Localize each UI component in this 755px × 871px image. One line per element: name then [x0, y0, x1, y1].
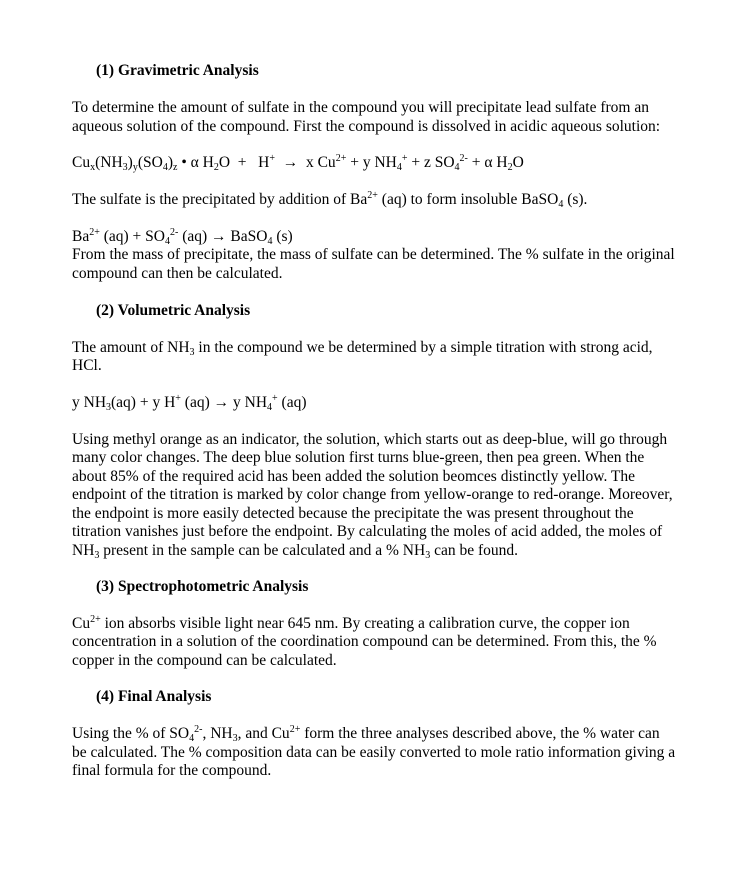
paragraph-line: final formula for the compound. [72, 762, 272, 779]
paragraph-line: HCl. [72, 357, 102, 374]
paragraph-line: The amount of $NH_3$ in the compound we be determined by a simple titration with strong acid, [72, 339, 653, 358]
paragraph-line: titration vanishes just before the endpoint. By calculating the moles of acid added, the moles of [72, 523, 663, 540]
paragraph-line: aqueous solution of the compound. First the compound is dissolved in acidic aqueous solution: [72, 118, 661, 135]
paragraph-line: From the mass of precipitate, the mass of sulfate can be determined. The % sulfate in the original [72, 246, 675, 263]
paragraph-line: The sulfate is the precipitated by addition of $Ba^{2+}$ (aq) to form insoluble BaSO$_4$ (s). [72, 190, 588, 210]
section-heading-gravimetric: (1) Gravimetric Analysis [96, 62, 259, 79]
section-heading-spectrophotometric: (3) Spectrophotometric Analysis [96, 578, 309, 595]
section-heading-final: (4) Final Analysis [96, 688, 212, 705]
paragraph-line: $NH_3$ present in the sample can be calculated and a % $NH_3$ can be found. [72, 542, 518, 561]
paragraph-line: $Cu^{2+}$ ion absorbs visible light near 645 nm. By creating a calibration curve, the copper ion [72, 614, 630, 632]
paragraph-line: To determine the amount of sulfate in the compound you will precipitate lead sulfate from an [72, 99, 649, 116]
precipitation-equation: $Ba^{2+}$ $(aq) + SO_4^{2-}$ (aq) → BaSO$_4$ (s) [72, 227, 293, 247]
paragraph-line: concentration in a solution of the coordination compound can be determined. From this, the % [72, 633, 657, 650]
section-heading-volumetric: (2) Volumetric Analysis [96, 302, 251, 319]
paragraph-line: be calculated. The % composition data can be easily converted to mole ratio information giving a [72, 744, 676, 761]
dissolution-equation: $Cu_x(NH_3)_y(SO_4)_z$ • α $H_2O + H^+ \to x$ $Cu^{2+} + y$ $NH_4^+ + z$ $SO_4^{2-} + \alpha$ $H_2O$ [72, 153, 524, 173]
titration-equation: y $NH_3(aq) + y$ H+ (aq) → y $NH_4^+$ (aq) [72, 393, 307, 413]
paragraph-line: Using the % of $SO_4^{2-}$, $NH_3$, and $Cu^{2+}$ form the three analyses described above, the % water can [72, 724, 660, 744]
paragraph-line: many color changes. The deep blue solution first turns blue-green, then pea green. When the [72, 449, 645, 466]
paragraph-line: Using methyl orange as an indicator, the solution, which starts out as deep-blue, will go through [72, 431, 668, 448]
paragraph-line: the endpoint is more easily detected because the precipitate the was present throughout the [72, 505, 634, 522]
paragraph-line: about 85% of the required acid has been added the solution beomces distinctly yellow. The [72, 468, 636, 485]
paragraph-line: endpoint of the titration is marked by color change from yellow-orange to red-orange. Moreover, [72, 486, 673, 503]
paragraph-line: copper in the compound can be calculated. [72, 652, 337, 669]
paragraph-line: compound can then be calculated. [72, 265, 283, 282]
